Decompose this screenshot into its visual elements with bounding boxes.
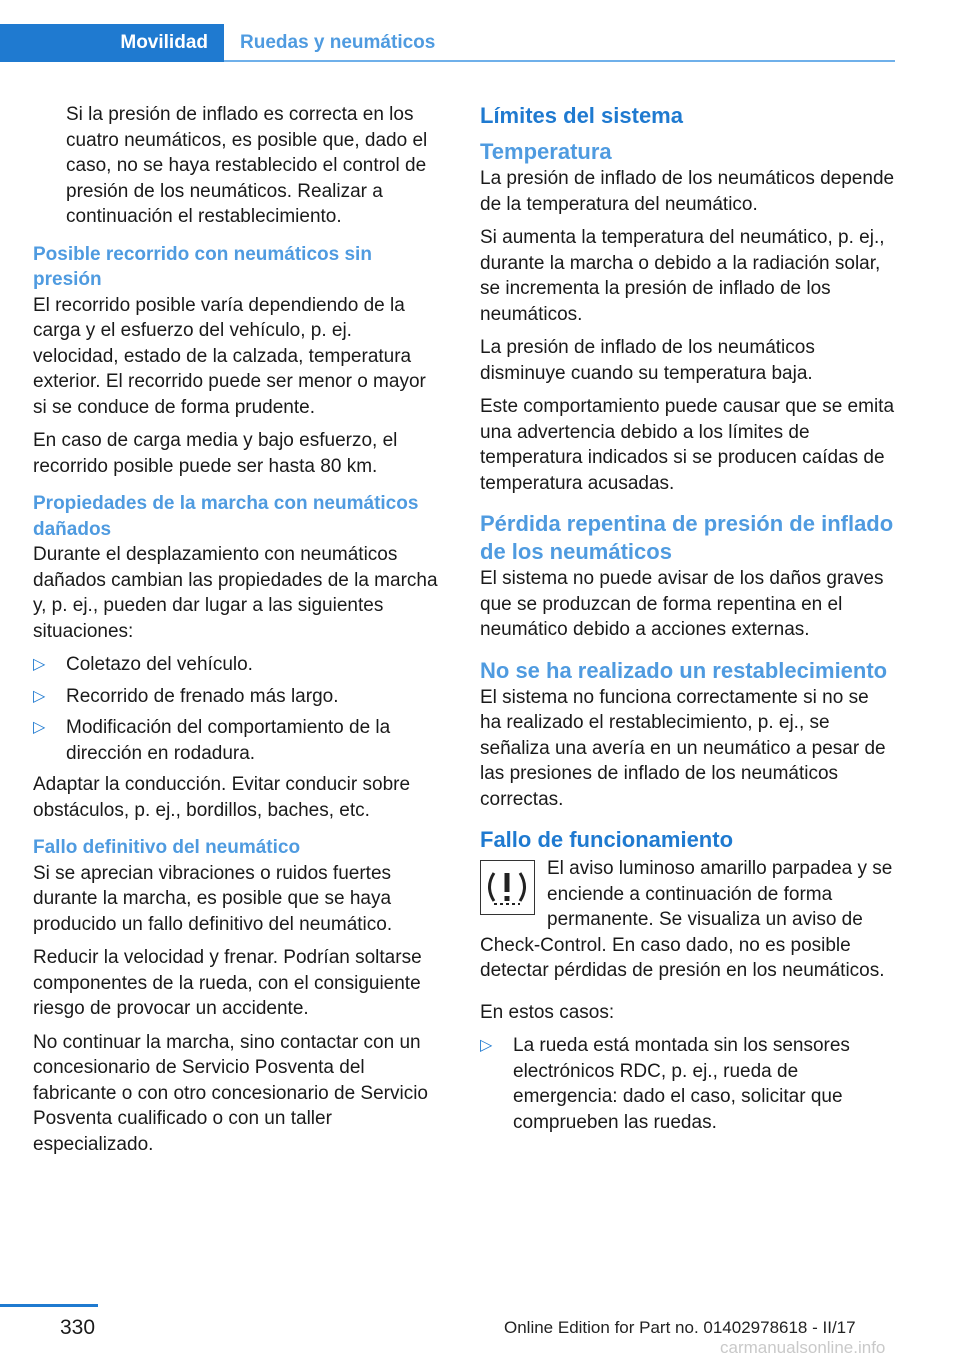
list-item-text: Modificación del comportamiento de la dirección en rodadura. [66,717,391,764]
edition-note: Online Edition for Part no. 01402978618 - II/17 [504,1318,856,1337]
paragraph: La presión de inflado de los neumáticos disminuye cuando su temperatura baja. [480,337,815,384]
right-column [480,102,895,1141]
paragraph: El sistema no funciona correctamente si no se ha realizado el restablecimiento, p. ej., se señaliza una avería en un neumático a pesar de las presiones de inflado de los neumáticos correctas. [480,686,886,810]
heading-fallo-funcionamiento: Fallo de funcionamiento [480,827,734,852]
heading-limites-sistema: Límites del sistema [480,103,683,128]
paragraph: En caso de carga media y bajo esfuerzo, el recorrido posible puede ser hasta 80 km. [33,430,398,477]
list-item-text: Recorrido de frenado más largo. [66,685,339,707]
bullet-list [33,652,441,766]
paragraph: El sistema no puede avisar de los daños graves que se produzcan de forma repentina en el neumático debido a acciones externas. [480,568,884,640]
page-number: 330 [60,1316,96,1339]
paragraph: En estos casos: [480,1001,615,1023]
warning-text: El aviso luminoso amarillo parpadea y se enciende a continuación de forma permanente. Se visualiza un aviso de [547,858,893,930]
paragraph: Adaptar la conducción. Evitar conducir sobre obstáculos, p. ej., bordillos, baches, etc. [33,774,411,821]
heading-restablecimiento: No se ha realizado un restablecimiento [480,657,888,683]
paragraph: Reducir la velocidad y frenar. Podrían soltarse componentes de la rueda, con el consiguiente riesgo de provocar un accidente. [33,947,422,1019]
paragraph: Durante el desplazamiento con neumáticos dañados cambian las propiedades de la marcha y, p. ej., pueden dar lugar a las siguientes situaciones: [33,544,438,642]
watermark: carmanualsonline.info [720,1338,886,1357]
list-item [33,684,441,710]
warning-block [480,856,895,933]
paragraph: La presión de inflado de los neumáticos depende de la temperatura del neumático. [480,168,895,215]
left-column [33,102,441,1165]
triangle-bullet-icon: ▷ [33,687,46,705]
paragraph: Si aumenta la temperatura del neumático, p. ej., durante la marcha o debido a la radiación solar, se incrementa la presión de inflado de los neumáticos. [480,227,885,325]
triangle-bullet-icon: ▷ [33,656,46,673]
heading-perdida-repentina: Pérdida repentina de presión de inflado de los neumáticos [480,511,894,564]
heading-temperatura: Temperatura [480,139,612,164]
triangle-bullet-icon: ▷ [480,1037,493,1054]
footer-rule [0,1304,98,1307]
intro-paragraph: Si la presión de inflado es correcta en los cuatro neumáticos, es posible que, dado el caso, no se haya restablecido el control de presión de los neumáticos. Realizar a continuación el restablecimiento. [66,104,428,227]
paragraph: El recorrido posible varía dependiendo de la carga y el esfuerzo del vehículo, p. ej. velocidad, estado de la calzada, temperatura exterior. El recorrido puede ser menor o mayor si se conduce de forma prudente. [33,294,426,418]
triangle-bullet-icon: ▷ [33,719,46,736]
list-item [480,1033,895,1135]
paragraph: Este comportamiento puede causar que se emita una advertencia debido a los límites de temperatura indicados si se producen caídas de temperatura acusadas. [480,396,895,494]
heading-propiedades-marcha: Propiedades de la marcha con neumáticos dañados [33,493,419,540]
list-item-text: Coletazo del vehículo. [66,654,253,675]
page-header [0,0,960,62]
section-tab-ruedas: Ruedas y neumáticos [240,32,436,53]
tire-pressure-warning-icon [480,860,535,915]
bullet-list [480,1033,895,1135]
paragraph: Si se aprecian vibraciones o ruidos fuertes durante la marcha, es posible que se haya producido un fallo definitivo del neumático. [33,862,393,935]
heading-fallo-definitivo: Fallo definitivo del neumático [33,837,301,858]
list-item [33,652,441,678]
list-item [33,715,441,766]
paragraph: No continuar la marcha, sino contactar con un concesionario de Servicio Posventa del fabricante o con otro concesionario de Servicio Posventa cualificado o con un taller especializado. [33,1031,429,1155]
section-tab-movilidad: Movilidad [0,24,224,62]
header-rule [224,60,895,62]
paragraph: Check-Control. En caso dado, no es posible detectar pérdidas de presión en los neumáticos. [480,934,885,981]
heading-posible-recorrido: Posible recorrido con neumáticos sin presión [33,243,372,290]
list-item-text: La rueda está montada sin los sensores electrónicos RDC, p. ej., rueda de emergencia: dado el caso, solicitar que comprueben las ruedas. [513,1035,850,1133]
